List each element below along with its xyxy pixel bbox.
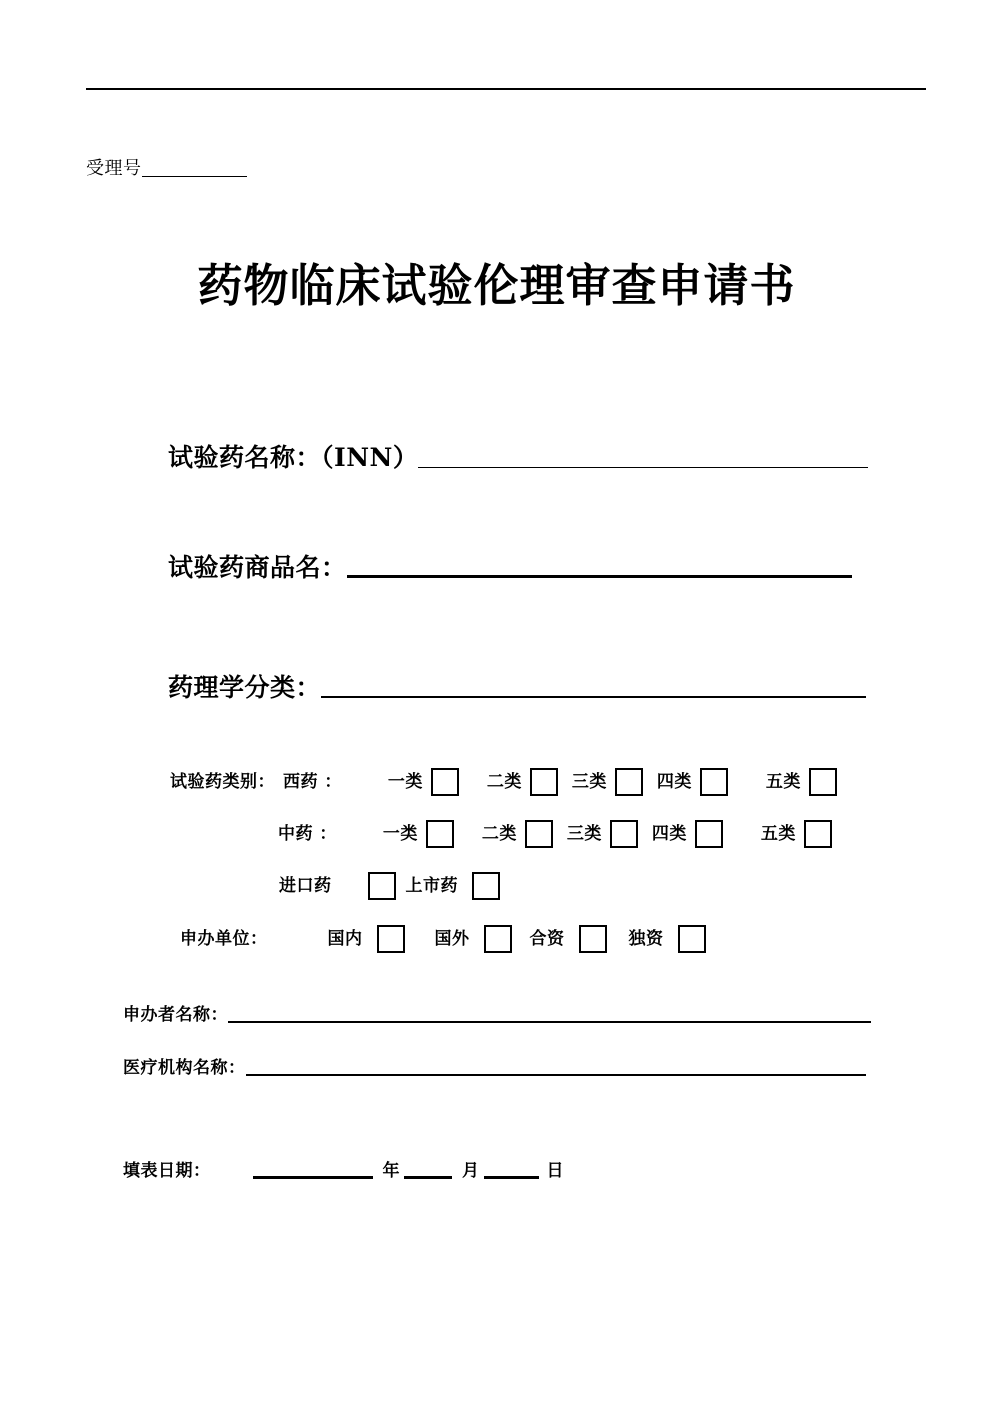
form-date-year-unit: 年: [382, 1161, 400, 1181]
sponsor-unit-domestic[interactable]: [328, 925, 405, 953]
chinese-class-4[interactable]: [652, 820, 723, 848]
sponsor-unit-row: [180, 925, 706, 953]
header-divider-rule: [86, 88, 926, 90]
sponsor-unit-row-label: 申办单位：: [180, 929, 268, 949]
field-pharmacology-class-label: 药理学分类：: [168, 673, 322, 702]
western-class-5[interactable]: [766, 768, 837, 796]
form-date-day-unit: 日: [546, 1161, 564, 1181]
sponsor-unit-wholly-owned-label: 独资: [628, 929, 664, 949]
drug-category-western-row: [170, 768, 837, 796]
western-class-5-checkbox[interactable]: [809, 768, 837, 796]
acceptance-number-row: [86, 158, 247, 180]
chinese-class-5-checkbox[interactable]: [804, 820, 832, 848]
drug-category-import-row: [279, 872, 500, 900]
field-inn-name: [168, 443, 868, 473]
sponsor-unit-wholly-owned-checkbox[interactable]: [678, 925, 706, 953]
field-sponsor-name: [123, 1005, 871, 1026]
western-group-label: 西药 ：: [283, 772, 342, 792]
chinese-class-4-label: 四类: [651, 824, 687, 844]
marketed-drug-option[interactable]: [404, 872, 501, 900]
chinese-class-2-label: 二类: [481, 824, 517, 844]
acceptance-number-input[interactable]: [142, 176, 247, 177]
western-class-4-checkbox[interactable]: [700, 768, 728, 796]
acceptance-number-label: 受理号: [86, 158, 142, 179]
imported-drug-label: 进口药: [279, 876, 332, 896]
marketed-drug-label: 上市药: [405, 876, 458, 896]
western-class-2[interactable]: [487, 768, 558, 796]
western-class-1-checkbox[interactable]: [431, 768, 459, 796]
form-date-day-input[interactable]: [484, 1176, 539, 1179]
field-institution-name-label: 医疗机构名称：: [123, 1058, 246, 1078]
field-sponsor-name-input[interactable]: [228, 1021, 871, 1023]
field-institution-name: [123, 1058, 866, 1079]
western-class-1[interactable]: [388, 768, 459, 796]
chinese-class-5[interactable]: [761, 820, 832, 848]
field-sponsor-name-label: 申办者名称：: [123, 1005, 228, 1025]
drug-category-row-label: 试验药类别：: [170, 772, 275, 792]
western-class-2-checkbox[interactable]: [530, 768, 558, 796]
sponsor-unit-domestic-label: 国内: [327, 929, 363, 949]
chinese-group-label-wrap: [278, 824, 345, 844]
western-class-2-label: 二类: [486, 772, 522, 792]
field-trade-name-label: 试验药商品名：: [168, 553, 347, 582]
imported-drug-option[interactable]: [279, 872, 396, 900]
form-date-month-unit: 月: [462, 1161, 480, 1181]
chinese-class-5-label: 五类: [760, 824, 796, 844]
chinese-class-2[interactable]: [482, 820, 553, 848]
form-date-row: [123, 1161, 566, 1182]
marketed-drug-checkbox[interactable]: [472, 872, 500, 900]
field-trade-name-input[interactable]: [347, 575, 852, 578]
chinese-class-1-checkbox[interactable]: [426, 820, 454, 848]
chinese-class-3[interactable]: [567, 820, 638, 848]
chinese-group-label: 中药 ：: [278, 824, 337, 844]
western-class-1-label: 一类: [387, 772, 423, 792]
western-group-label-wrap: [283, 772, 350, 792]
sponsor-unit-foreign[interactable]: [435, 925, 512, 953]
sponsor-unit-foreign-label: 国外: [434, 929, 470, 949]
field-pharmacology-class: [168, 673, 866, 703]
sponsor-unit-wholly-owned[interactable]: [629, 925, 706, 953]
imported-drug-checkbox[interactable]: [368, 872, 396, 900]
western-class-3[interactable]: [572, 768, 643, 796]
chinese-class-2-checkbox[interactable]: [525, 820, 553, 848]
sponsor-unit-joint-venture-checkbox[interactable]: [579, 925, 607, 953]
chinese-class-1-label: 一类: [382, 824, 418, 844]
chinese-class-4-checkbox[interactable]: [695, 820, 723, 848]
western-class-4[interactable]: [657, 768, 728, 796]
form-date-year-input[interactable]: [253, 1176, 373, 1179]
chinese-class-3-checkbox[interactable]: [610, 820, 638, 848]
western-class-5-label: 五类: [765, 772, 801, 792]
field-institution-name-input[interactable]: [246, 1074, 866, 1076]
chinese-class-1[interactable]: [383, 820, 454, 848]
form-date-month-input[interactable]: [404, 1176, 452, 1179]
field-inn-name-label: 试验药名称：（INN）: [168, 443, 419, 472]
field-inn-name-input[interactable]: [418, 467, 868, 468]
western-class-4-label: 四类: [656, 772, 692, 792]
chinese-class-3-label: 三类: [566, 824, 602, 844]
field-trade-name: [168, 553, 852, 583]
western-class-3-checkbox[interactable]: [615, 768, 643, 796]
western-class-3-label: 三类: [571, 772, 607, 792]
sponsor-unit-domestic-checkbox[interactable]: [377, 925, 405, 953]
sponsor-unit-joint-venture-label: 合资: [529, 929, 565, 949]
field-pharmacology-class-input[interactable]: [321, 696, 866, 698]
form-date-label: 填表日期：: [123, 1161, 211, 1181]
sponsor-unit-joint-venture[interactable]: [530, 925, 607, 953]
page-title: 药物临床试验伦理审查申请书: [197, 259, 796, 312]
sponsor-unit-foreign-checkbox[interactable]: [484, 925, 512, 953]
drug-category-chinese-row: [278, 820, 832, 848]
